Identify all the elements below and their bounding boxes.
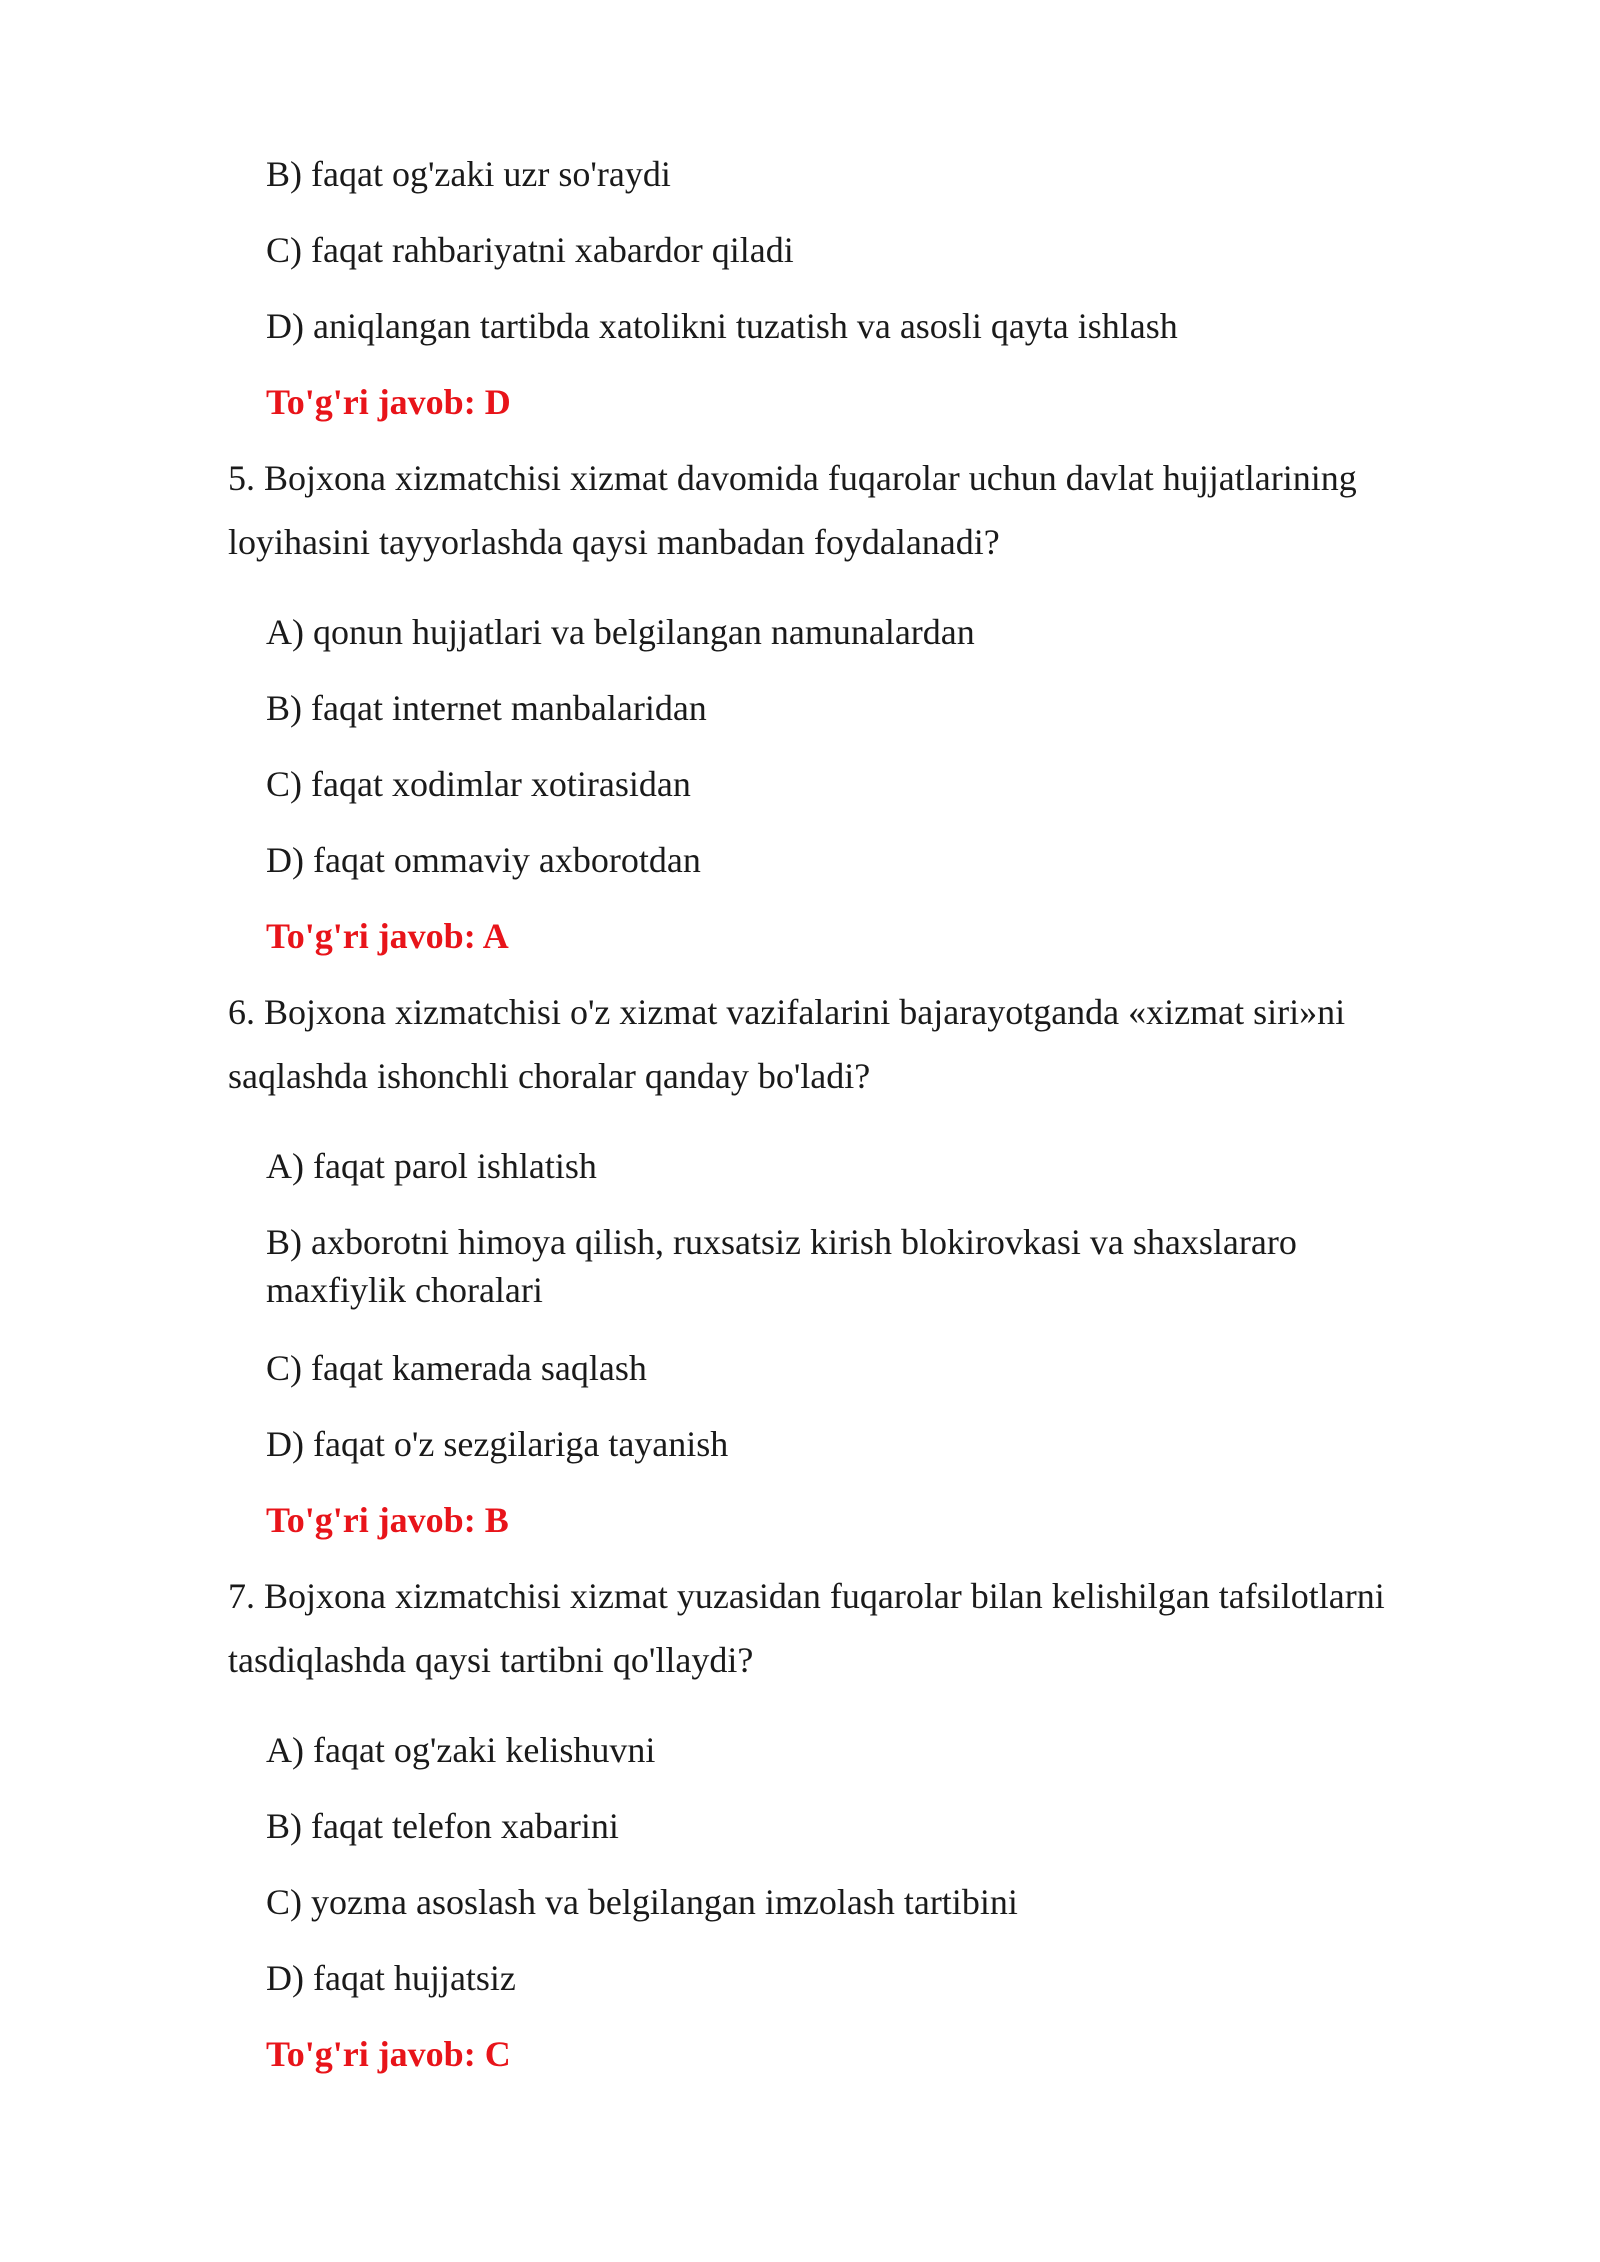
option-d: D) faqat o'z sezgilariga tayanish [266, 1424, 729, 1464]
option-b: B) axborotni himoya qilish, ruxsatsiz kirish blokirovkasi va shaxslararo [266, 1222, 1297, 1262]
correct-answer: To'g'ri javob: B [266, 1500, 509, 1540]
option-a: A) qonun hujjatlari va belgilangan namunalardan [266, 612, 975, 652]
option-c: C) yozma asoslash va belgilangan imzolash tartibini [266, 1882, 1018, 1922]
correct-answer: To'g'ri javob: A [266, 916, 509, 956]
option-c: C) faqat xodimlar xotirasidan [266, 764, 691, 804]
option-b: B) faqat internet manbalaridan [266, 688, 707, 728]
option-a: A) faqat parol ishlatish [266, 1146, 597, 1186]
question-5-text-line1: 5. Bojxona xizmatchisi xizmat davomida fuqarolar uchun davlat hujjatlarining [228, 458, 1357, 498]
option-a: A) faqat og'zaki kelishuvni [266, 1730, 656, 1770]
option-b-continuation: maxfiylik choralari [266, 1270, 543, 1310]
option-d: D) faqat ommaviy axborotdan [266, 840, 701, 880]
correct-answer: To'g'ri javob: D [266, 382, 511, 422]
option-c: C) faqat kamerada saqlash [266, 1348, 647, 1388]
question-6-text-line1: 6. Bojxona xizmatchisi o'z xizmat vazifalarini bajarayotganda «xizmat siri»ni [228, 992, 1346, 1032]
option-b: B) faqat telefon xabarini [266, 1806, 619, 1846]
question-5-text-line2: loyihasini tayyorlashda qaysi manbadan foydalanadi? [228, 522, 1000, 562]
question-7-text-line1: 7. Bojxona xizmatchisi xizmat yuzasidan fuqarolar bilan kelishilgan tafsilotlarni [228, 1576, 1385, 1616]
correct-answer: To'g'ri javob: C [266, 2034, 511, 2074]
option-b: B) faqat og'zaki uzr so'raydi [266, 154, 671, 194]
question-6-text-line2: saqlashda ishonchli choralar qanday bo'ladi? [228, 1056, 871, 1096]
option-d: D) faqat hujjatsiz [266, 1958, 516, 1998]
option-c: C) faqat rahbariyatni xabardor qiladi [266, 230, 794, 270]
question-7-text-line2: tasdiqlashda qaysi tartibni qo'llaydi? [228, 1640, 754, 1680]
option-d: D) aniqlangan tartibda xatolikni tuzatish va asosli qayta ishlash [266, 306, 1178, 346]
